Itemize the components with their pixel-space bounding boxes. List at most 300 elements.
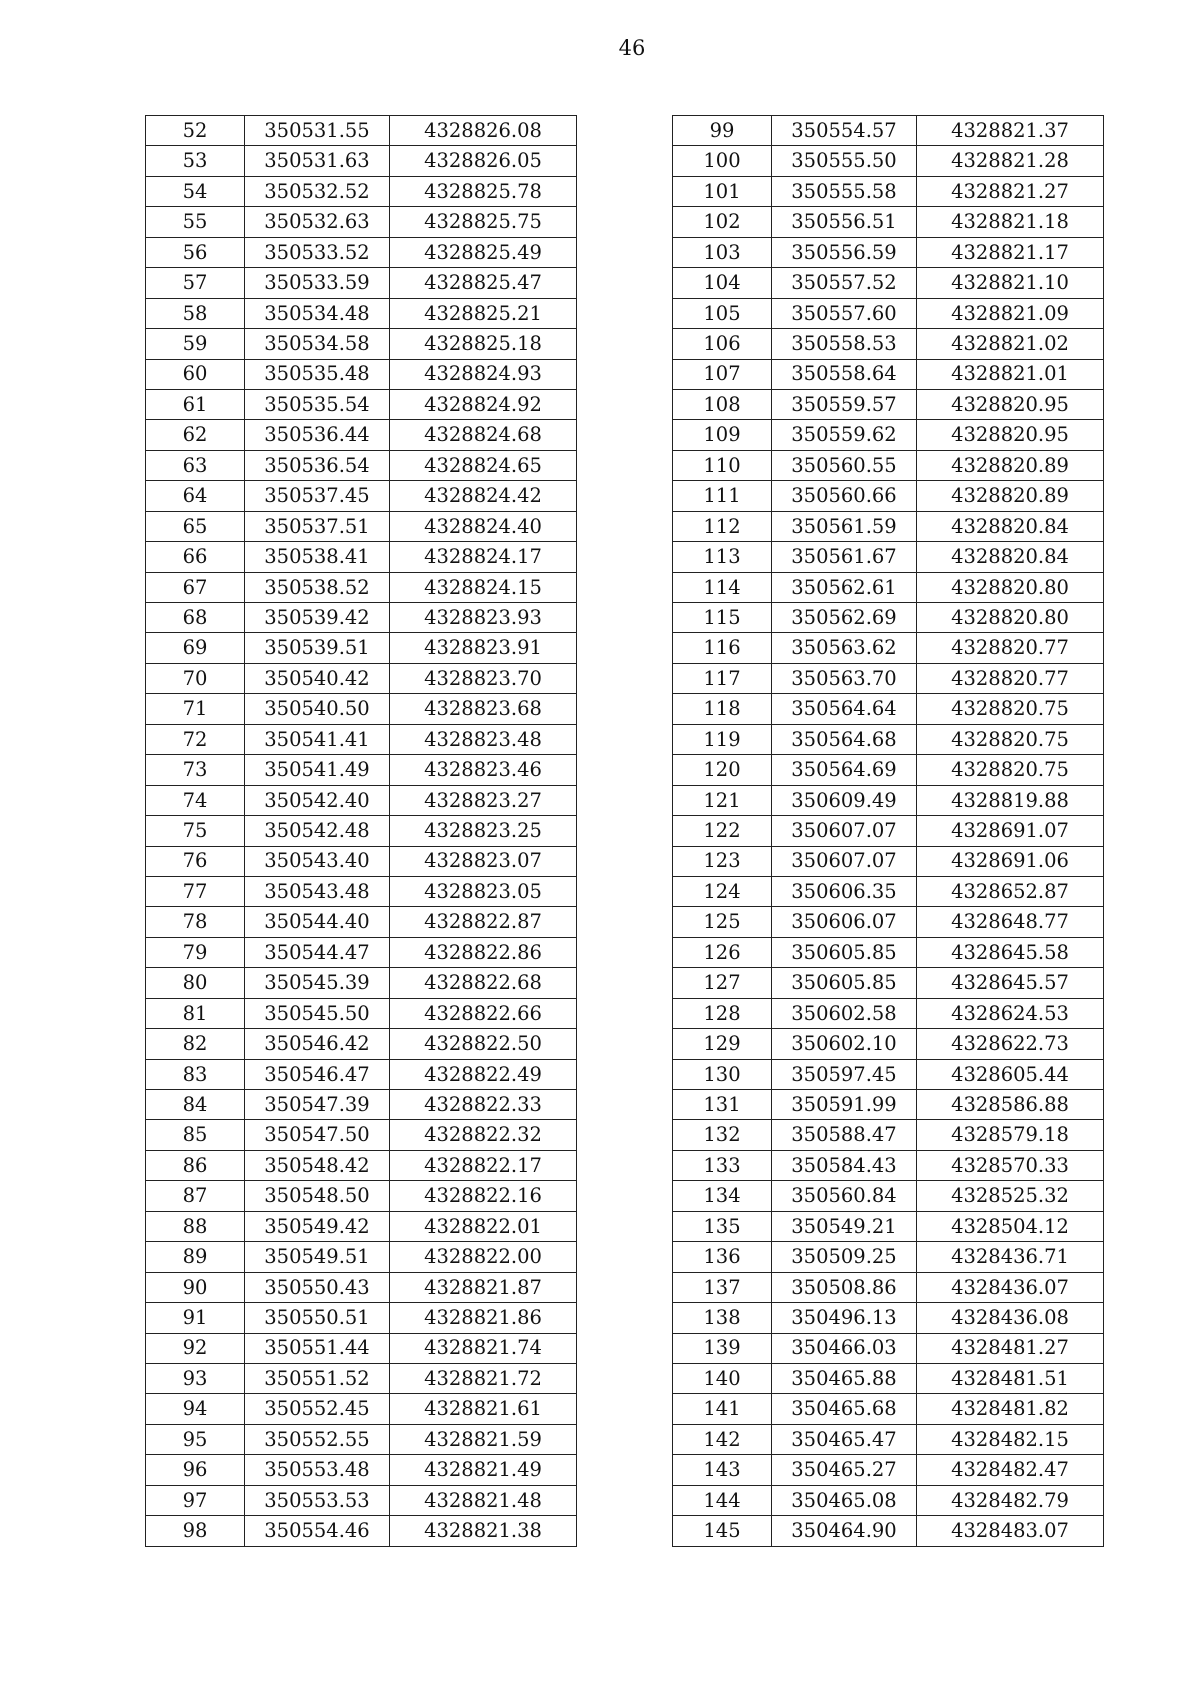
table-row [146,1455,577,1485]
x-coordinate-cell: 350536.54 [245,450,390,480]
y-coordinate-cell: 4328820.75 [917,724,1104,754]
y-coordinate-cell: 4328823.68 [390,694,577,724]
y-coordinate-cell: 4328821.74 [390,1333,577,1363]
point-number-cell: 80 [146,968,245,998]
table-row [673,633,1104,663]
table-row [146,876,577,906]
x-coordinate-cell: 350464.90 [772,1516,917,1546]
table-row [673,1394,1104,1424]
table-row [673,1150,1104,1180]
x-coordinate-cell: 350563.62 [772,633,917,663]
x-coordinate-cell: 350606.07 [772,907,917,937]
point-number-cell: 137 [673,1272,772,1302]
table-row [146,116,577,146]
y-coordinate-cell: 4328481.51 [917,1363,1104,1393]
point-number-cell: 83 [146,1059,245,1089]
table-row [673,846,1104,876]
y-coordinate-cell: 4328819.88 [917,785,1104,815]
x-coordinate-cell: 350542.48 [245,816,390,846]
x-coordinate-cell: 350509.25 [772,1242,917,1272]
x-coordinate-cell: 350508.86 [772,1272,917,1302]
point-number-cell: 117 [673,663,772,693]
table-row [146,1516,577,1546]
y-coordinate-cell: 4328822.32 [390,1120,577,1150]
y-coordinate-cell: 4328820.75 [917,755,1104,785]
y-coordinate-cell: 4328825.47 [390,268,577,298]
x-coordinate-cell: 350602.58 [772,998,917,1028]
y-coordinate-cell: 4328823.93 [390,603,577,633]
point-number-cell: 118 [673,694,772,724]
y-coordinate-cell: 4328823.05 [390,876,577,906]
table-row [146,1303,577,1333]
table-row [146,420,577,450]
point-number-cell: 75 [146,816,245,846]
point-number-cell: 86 [146,1150,245,1180]
table-row [146,755,577,785]
table-row [673,968,1104,998]
y-coordinate-cell: 4328605.44 [917,1059,1104,1089]
point-number-cell: 136 [673,1242,772,1272]
table-row [673,785,1104,815]
table-row [146,785,577,815]
y-coordinate-cell: 4328823.46 [390,755,577,785]
y-coordinate-cell: 4328822.86 [390,937,577,967]
point-number-cell: 74 [146,785,245,815]
table-row [146,603,577,633]
table-row [146,1029,577,1059]
table-row [673,1455,1104,1485]
table-row [146,176,577,206]
point-number-cell: 145 [673,1516,772,1546]
y-coordinate-cell: 4328824.17 [390,542,577,572]
point-number-cell: 68 [146,603,245,633]
point-number-cell: 106 [673,329,772,359]
x-coordinate-cell: 350549.21 [772,1211,917,1241]
x-coordinate-cell: 350548.50 [245,1181,390,1211]
point-number-cell: 144 [673,1485,772,1515]
point-number-cell: 125 [673,907,772,937]
table-row [673,663,1104,693]
table-row [673,1090,1104,1120]
y-coordinate-cell: 4328481.82 [917,1394,1104,1424]
y-coordinate-cell: 4328482.15 [917,1424,1104,1454]
table-row [673,1120,1104,1150]
y-coordinate-cell: 4328821.86 [390,1303,577,1333]
table-row [673,1059,1104,1089]
table-row [146,1333,577,1363]
x-coordinate-cell: 350534.48 [245,298,390,328]
point-number-cell: 109 [673,420,772,450]
x-coordinate-cell: 350557.52 [772,268,917,298]
x-coordinate-cell: 350552.45 [245,1394,390,1424]
x-coordinate-cell: 350553.48 [245,1455,390,1485]
table-row [673,420,1104,450]
x-coordinate-cell: 350537.51 [245,511,390,541]
point-number-cell: 89 [146,1242,245,1272]
table-row [673,146,1104,176]
table-row [146,694,577,724]
point-number-cell: 132 [673,1120,772,1150]
table-row [146,542,577,572]
point-number-cell: 121 [673,785,772,815]
y-coordinate-cell: 4328821.87 [390,1272,577,1302]
point-number-cell: 111 [673,481,772,511]
x-coordinate-cell: 350534.58 [245,329,390,359]
point-number-cell: 72 [146,724,245,754]
point-number-cell: 96 [146,1455,245,1485]
point-number-cell: 81 [146,998,245,1028]
y-coordinate-cell: 4328645.58 [917,937,1104,967]
table-row [673,603,1104,633]
y-coordinate-cell: 4328483.07 [917,1516,1104,1546]
table-row [146,1059,577,1089]
x-coordinate-cell: 350535.48 [245,359,390,389]
point-number-cell: 66 [146,542,245,572]
table-row [146,207,577,237]
x-coordinate-cell: 350536.44 [245,420,390,450]
y-coordinate-cell: 4328821.09 [917,298,1104,328]
table-row [146,298,577,328]
point-number-cell: 128 [673,998,772,1028]
x-coordinate-cell: 350553.53 [245,1485,390,1515]
table-row [146,389,577,419]
x-coordinate-cell: 350465.47 [772,1424,917,1454]
x-coordinate-cell: 350591.99 [772,1090,917,1120]
y-coordinate-cell: 4328822.68 [390,968,577,998]
y-coordinate-cell: 4328820.95 [917,389,1104,419]
x-coordinate-cell: 350588.47 [772,1120,917,1150]
table-row [673,1029,1104,1059]
table-row [673,1485,1104,1515]
point-number-cell: 104 [673,268,772,298]
y-coordinate-cell: 4328825.21 [390,298,577,328]
point-number-cell: 84 [146,1090,245,1120]
point-number-cell: 77 [146,876,245,906]
table-row [146,1485,577,1515]
table-row [673,542,1104,572]
point-number-cell: 130 [673,1059,772,1089]
y-coordinate-cell: 4328820.80 [917,603,1104,633]
point-number-cell: 92 [146,1333,245,1363]
x-coordinate-cell: 350560.66 [772,481,917,511]
x-coordinate-cell: 350607.07 [772,846,917,876]
table-row [673,998,1104,1028]
table-row [673,1424,1104,1454]
x-coordinate-cell: 350541.49 [245,755,390,785]
x-coordinate-cell: 350532.52 [245,176,390,206]
table-row [146,481,577,511]
point-number-cell: 60 [146,359,245,389]
y-coordinate-cell: 4328821.37 [917,116,1104,146]
x-coordinate-cell: 350535.54 [245,389,390,419]
y-coordinate-cell: 4328823.27 [390,785,577,815]
y-coordinate-cell: 4328436.08 [917,1303,1104,1333]
x-coordinate-cell: 350561.67 [772,542,917,572]
x-coordinate-cell: 350605.85 [772,937,917,967]
table-row [673,268,1104,298]
point-number-cell: 73 [146,755,245,785]
table-row [673,816,1104,846]
y-coordinate-cell: 4328821.18 [917,207,1104,237]
y-coordinate-cell: 4328481.27 [917,1333,1104,1363]
y-coordinate-cell: 4328824.42 [390,481,577,511]
y-coordinate-cell: 4328525.32 [917,1181,1104,1211]
point-number-cell: 67 [146,572,245,602]
y-coordinate-cell: 4328822.16 [390,1181,577,1211]
point-number-cell: 85 [146,1120,245,1150]
y-coordinate-cell: 4328820.89 [917,481,1104,511]
point-number-cell: 105 [673,298,772,328]
x-coordinate-cell: 350550.43 [245,1272,390,1302]
y-coordinate-cell: 4328821.10 [917,268,1104,298]
x-coordinate-cell: 350466.03 [772,1333,917,1363]
point-number-cell: 82 [146,1029,245,1059]
x-coordinate-cell: 350555.58 [772,176,917,206]
y-coordinate-cell: 4328691.06 [917,846,1104,876]
x-coordinate-cell: 350543.48 [245,876,390,906]
point-number-cell: 139 [673,1333,772,1363]
y-coordinate-cell: 4328436.07 [917,1272,1104,1302]
point-number-cell: 76 [146,846,245,876]
x-coordinate-cell: 350564.69 [772,755,917,785]
y-coordinate-cell: 4328691.07 [917,816,1104,846]
point-number-cell: 113 [673,542,772,572]
point-number-cell: 141 [673,1394,772,1424]
point-number-cell: 134 [673,1181,772,1211]
table-row [146,329,577,359]
y-coordinate-cell: 4328820.77 [917,663,1104,693]
table-row [146,450,577,480]
point-number-cell: 116 [673,633,772,663]
point-number-cell: 94 [146,1394,245,1424]
table-row [146,1424,577,1454]
point-number-cell: 59 [146,329,245,359]
table-row [146,1363,577,1393]
table-row [146,816,577,846]
y-coordinate-cell: 4328823.25 [390,816,577,846]
y-coordinate-cell: 4328820.84 [917,511,1104,541]
table-row [146,1272,577,1302]
table-row [146,724,577,754]
y-coordinate-cell: 4328652.87 [917,876,1104,906]
y-coordinate-cell: 4328822.50 [390,1029,577,1059]
point-number-cell: 62 [146,420,245,450]
x-coordinate-cell: 350544.40 [245,907,390,937]
y-coordinate-cell: 4328579.18 [917,1120,1104,1150]
y-coordinate-cell: 4328436.71 [917,1242,1104,1272]
y-coordinate-cell: 4328823.70 [390,663,577,693]
y-coordinate-cell: 4328482.79 [917,1485,1104,1515]
x-coordinate-cell: 350560.84 [772,1181,917,1211]
point-number-cell: 90 [146,1272,245,1302]
x-coordinate-cell: 350557.60 [772,298,917,328]
point-number-cell: 100 [673,146,772,176]
x-coordinate-cell: 350538.52 [245,572,390,602]
table-row [673,937,1104,967]
x-coordinate-cell: 350584.43 [772,1150,917,1180]
x-coordinate-cell: 350556.51 [772,207,917,237]
y-coordinate-cell: 4328824.92 [390,389,577,419]
table-row [146,511,577,541]
x-coordinate-cell: 350552.55 [245,1424,390,1454]
point-number-cell: 78 [146,907,245,937]
coordinates-table-right [672,115,1104,1547]
point-number-cell: 114 [673,572,772,602]
y-coordinate-cell: 4328648.77 [917,907,1104,937]
page-number: 46 [618,36,646,60]
point-number-cell: 115 [673,603,772,633]
point-number-cell: 87 [146,1181,245,1211]
table-row [673,1303,1104,1333]
x-coordinate-cell: 350540.42 [245,663,390,693]
y-coordinate-cell: 4328624.53 [917,998,1104,1028]
y-coordinate-cell: 4328821.72 [390,1363,577,1393]
y-coordinate-cell: 4328822.49 [390,1059,577,1089]
table-row [146,663,577,693]
point-number-cell: 91 [146,1303,245,1333]
x-coordinate-cell: 350533.52 [245,237,390,267]
x-coordinate-cell: 350496.13 [772,1303,917,1333]
table-row [673,237,1104,267]
x-coordinate-cell: 350465.68 [772,1394,917,1424]
y-coordinate-cell: 4328570.33 [917,1150,1104,1180]
point-number-cell: 97 [146,1485,245,1515]
coordinates-table-left [145,115,577,1547]
table-row [673,389,1104,419]
point-number-cell: 108 [673,389,772,419]
point-number-cell: 102 [673,207,772,237]
x-coordinate-cell: 350541.41 [245,724,390,754]
x-coordinate-cell: 350547.39 [245,1090,390,1120]
point-number-cell: 69 [146,633,245,663]
x-coordinate-cell: 350539.51 [245,633,390,663]
table-row [673,1211,1104,1241]
y-coordinate-cell: 4328824.40 [390,511,577,541]
table-row [673,359,1104,389]
point-number-cell: 64 [146,481,245,511]
x-coordinate-cell: 350605.85 [772,968,917,998]
x-coordinate-cell: 350549.51 [245,1242,390,1272]
x-coordinate-cell: 350545.50 [245,998,390,1028]
y-coordinate-cell: 4328820.80 [917,572,1104,602]
point-number-cell: 70 [146,663,245,693]
y-coordinate-cell: 4328824.68 [390,420,577,450]
point-number-cell: 112 [673,511,772,541]
table-row [673,116,1104,146]
y-coordinate-cell: 4328822.87 [390,907,577,937]
x-coordinate-cell: 350558.53 [772,329,917,359]
point-number-cell: 103 [673,237,772,267]
y-coordinate-cell: 4328821.17 [917,237,1104,267]
x-coordinate-cell: 350465.08 [772,1485,917,1515]
table-row [673,907,1104,937]
table-row [146,846,577,876]
x-coordinate-cell: 350546.42 [245,1029,390,1059]
point-number-cell: 58 [146,298,245,328]
y-coordinate-cell: 4328824.15 [390,572,577,602]
x-coordinate-cell: 350562.61 [772,572,917,602]
x-coordinate-cell: 350556.59 [772,237,917,267]
y-coordinate-cell: 4328645.57 [917,968,1104,998]
table-row [673,450,1104,480]
point-number-cell: 65 [146,511,245,541]
x-coordinate-cell: 350560.55 [772,450,917,480]
y-coordinate-cell: 4328822.66 [390,998,577,1028]
y-coordinate-cell: 4328622.73 [917,1029,1104,1059]
x-coordinate-cell: 350602.10 [772,1029,917,1059]
x-coordinate-cell: 350542.40 [245,785,390,815]
x-coordinate-cell: 350533.59 [245,268,390,298]
x-coordinate-cell: 350564.68 [772,724,917,754]
point-number-cell: 127 [673,968,772,998]
table-row [146,572,577,602]
point-number-cell: 129 [673,1029,772,1059]
table-row [673,876,1104,906]
y-coordinate-cell: 4328822.00 [390,1242,577,1272]
table-row [673,724,1104,754]
table-row [673,1242,1104,1272]
table-row [146,268,577,298]
point-number-cell: 88 [146,1211,245,1241]
table-row [673,694,1104,724]
x-coordinate-cell: 350540.50 [245,694,390,724]
point-number-cell: 56 [146,237,245,267]
point-number-cell: 123 [673,846,772,876]
x-coordinate-cell: 350609.49 [772,785,917,815]
table-row [673,1333,1104,1363]
x-coordinate-cell: 350563.70 [772,663,917,693]
y-coordinate-cell: 4328823.48 [390,724,577,754]
table-row [673,755,1104,785]
point-number-cell: 143 [673,1455,772,1485]
table-row [146,1211,577,1241]
point-number-cell: 53 [146,146,245,176]
point-number-cell: 120 [673,755,772,785]
point-number-cell: 133 [673,1150,772,1180]
y-coordinate-cell: 4328822.17 [390,1150,577,1180]
x-coordinate-cell: 350465.27 [772,1455,917,1485]
y-coordinate-cell: 4328821.49 [390,1455,577,1485]
y-coordinate-cell: 4328821.38 [390,1516,577,1546]
x-coordinate-cell: 350561.59 [772,511,917,541]
x-coordinate-cell: 350559.62 [772,420,917,450]
x-coordinate-cell: 350532.63 [245,207,390,237]
point-number-cell: 101 [673,176,772,206]
x-coordinate-cell: 350559.57 [772,389,917,419]
y-coordinate-cell: 4328820.95 [917,420,1104,450]
table-row [146,146,577,176]
table-row [673,176,1104,206]
point-number-cell: 57 [146,268,245,298]
point-number-cell: 142 [673,1424,772,1454]
point-number-cell: 95 [146,1424,245,1454]
table-row [673,572,1104,602]
point-number-cell: 54 [146,176,245,206]
y-coordinate-cell: 4328826.05 [390,146,577,176]
table-row [673,207,1104,237]
y-coordinate-cell: 4328820.84 [917,542,1104,572]
y-coordinate-cell: 4328822.01 [390,1211,577,1241]
table-row [146,1181,577,1211]
point-number-cell: 140 [673,1363,772,1393]
y-coordinate-cell: 4328825.18 [390,329,577,359]
point-number-cell: 119 [673,724,772,754]
table-row [673,1181,1104,1211]
table-row [146,633,577,663]
point-number-cell: 110 [673,450,772,480]
table-row [673,1363,1104,1393]
point-number-cell: 93 [146,1363,245,1393]
